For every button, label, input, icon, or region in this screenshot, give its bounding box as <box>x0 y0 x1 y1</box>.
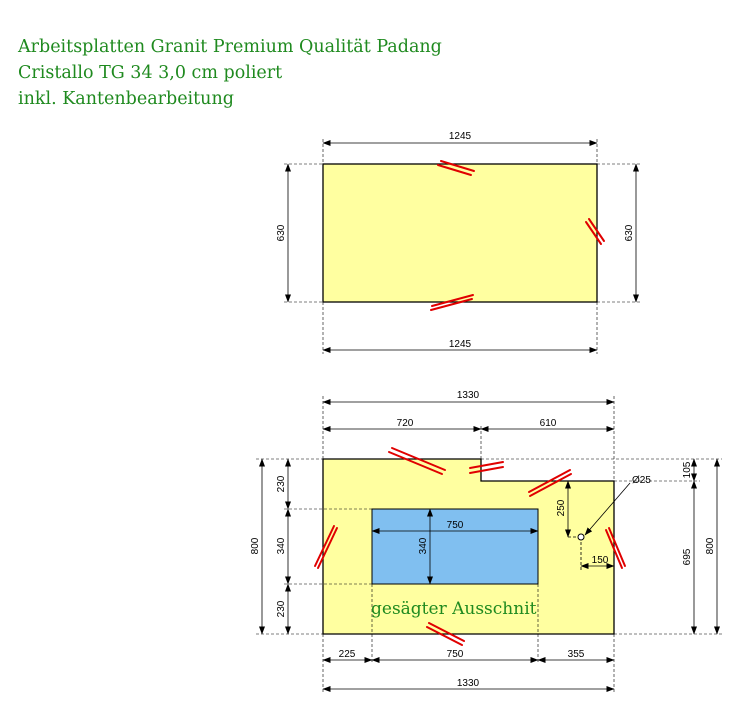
height-right-label: 800 <box>705 537 716 555</box>
left-seg-3-label: 230 <box>276 600 287 618</box>
total-width-top-label: 1330 <box>456 390 480 401</box>
cutout-label: gesägter Ausschnit <box>371 599 537 619</box>
title-line-edges: inkl. Kantenbearbeitung <box>18 89 234 109</box>
top-width-bottom-label: 1245 <box>448 339 472 350</box>
hole-from-right-label: 150 <box>591 555 609 566</box>
hole-from-top-label: 250 <box>556 499 567 517</box>
total-width-bottom-label: 1330 <box>456 678 480 689</box>
top-slab <box>323 164 597 302</box>
bottom-seg-1-label: 225 <box>338 649 356 660</box>
left-seg-2-label: 340 <box>276 537 287 555</box>
height-left-label: 800 <box>250 537 261 555</box>
bottom-seg-3-label: 355 <box>567 649 585 660</box>
seg-left-top-label: 720 <box>396 418 414 429</box>
height-right-inner-label: 695 <box>682 548 693 566</box>
seg-right-top-label: 610 <box>539 418 557 429</box>
title-line-finish: Cristallo TG 34 3,0 cm poliert <box>18 63 283 83</box>
cutout-height-label: 340 <box>418 537 429 555</box>
hole-diameter-label: Ø25 <box>632 475 651 486</box>
drill-hole <box>578 534 584 540</box>
bottom-seg-2-label: 750 <box>446 649 464 660</box>
top-width-top-label: 1245 <box>448 131 472 142</box>
title-line-material: Arbeitsplatten Granit Premium Qualität Padang <box>18 37 442 57</box>
bottom-slab-group <box>250 390 722 692</box>
top-height-right-label: 630 <box>624 224 635 242</box>
top-slab-group <box>276 131 641 354</box>
left-seg-1-label: 230 <box>276 475 287 493</box>
cutout-width-label: 750 <box>446 520 464 531</box>
notch-depth-label: 105 <box>682 461 693 479</box>
top-height-left-label: 630 <box>276 224 287 242</box>
